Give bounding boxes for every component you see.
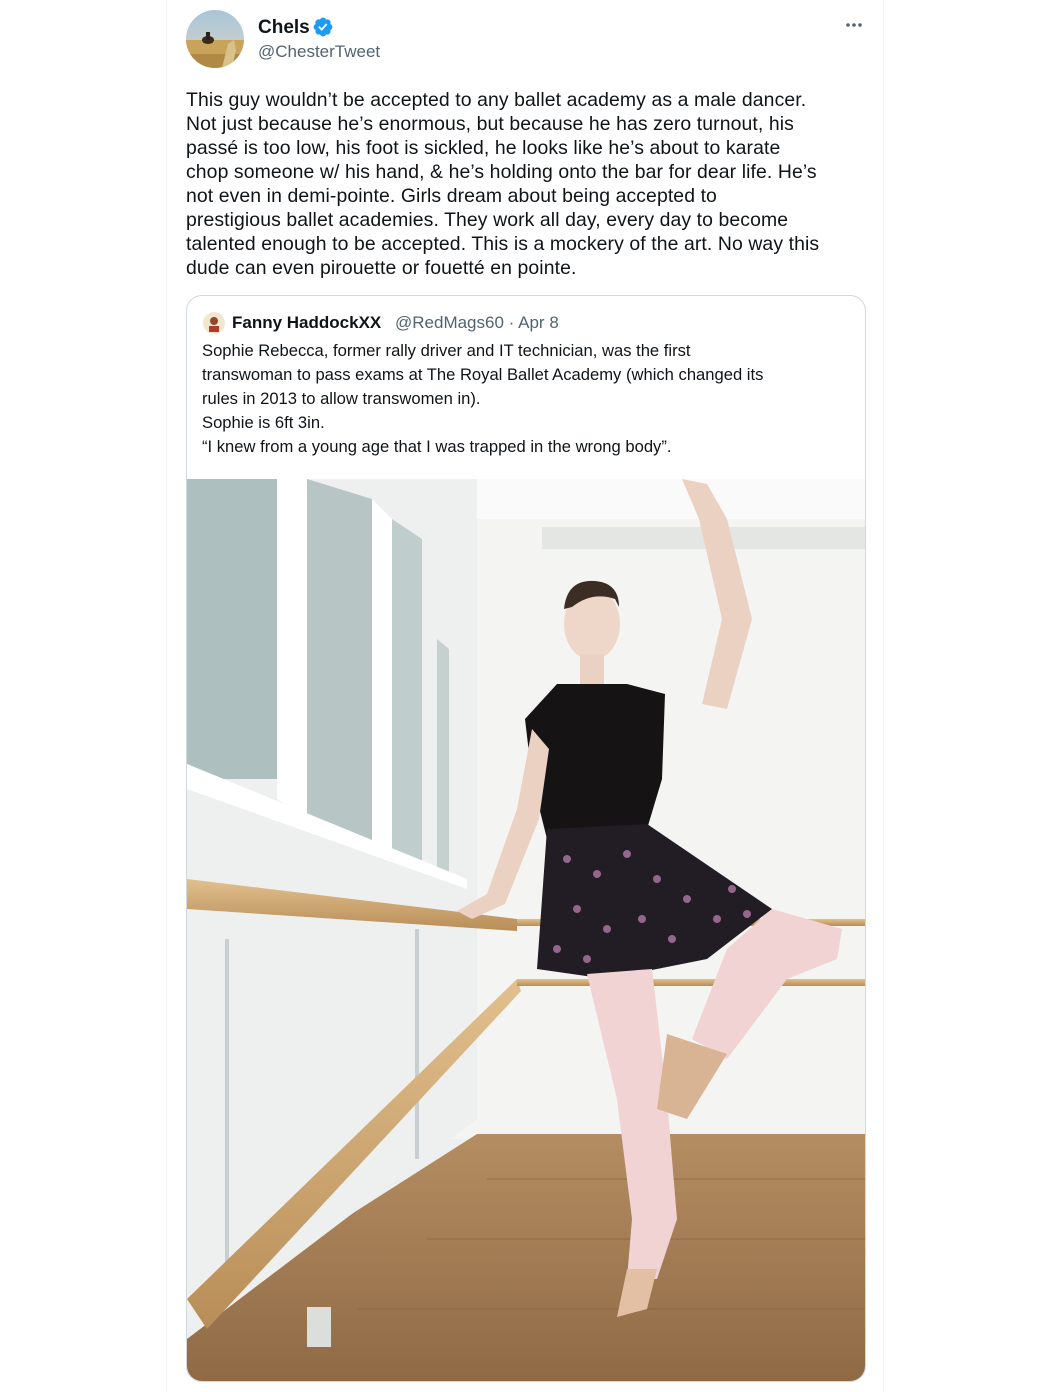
quoted-author-name: Fanny HaddockXX (232, 313, 382, 332)
tweet-text: This guy wouldn’t be accepted to any ballet academy as a male dancer. Not just because he’s enormous, but because he has zero turnout, his passé is too low, his foot is sickled, he looks like he’s about to karate chop someone w/ his hand, & he’s holding onto the bar for dear life. He’s not even in demi-pointe. Girls dream about being accepted to prestigious ballet academies. They work all day, every day to become talented enough to be accepted. This is a mockery of the art. No way this dude can even pirouette or fouetté en pointe. (186, 89, 820, 279)
quoted-meta (395, 312, 559, 334)
author-name[interactable]: Chels (258, 17, 310, 38)
quoted-date: Apr 8 (518, 313, 559, 332)
quoted-tweet-text: Sophie Rebecca, former rally driver and IT technician, was the first transwoman to pass exams at The Royal Ballet Academy (which changed its rules in 2013 to allow transwomen in). Sophie is 6ft 3in. “I knew from a young age that I was trapped in the wrong body”. (202, 341, 764, 456)
tweet-card[interactable] (166, 0, 884, 1392)
quoted-tweet-photo[interactable] (187, 479, 865, 1381)
quoted-separator: · (508, 313, 515, 332)
author-handle[interactable]: @ChesterTweet (258, 42, 381, 61)
quoted-tweet[interactable] (186, 295, 866, 1382)
author-avatar[interactable] (186, 10, 244, 68)
quoted-author-avatar (203, 312, 225, 334)
verified-badge-icon (312, 16, 334, 38)
more-options-icon[interactable] (843, 14, 865, 36)
quoted-author-handle: @RedMags60 (395, 313, 504, 332)
